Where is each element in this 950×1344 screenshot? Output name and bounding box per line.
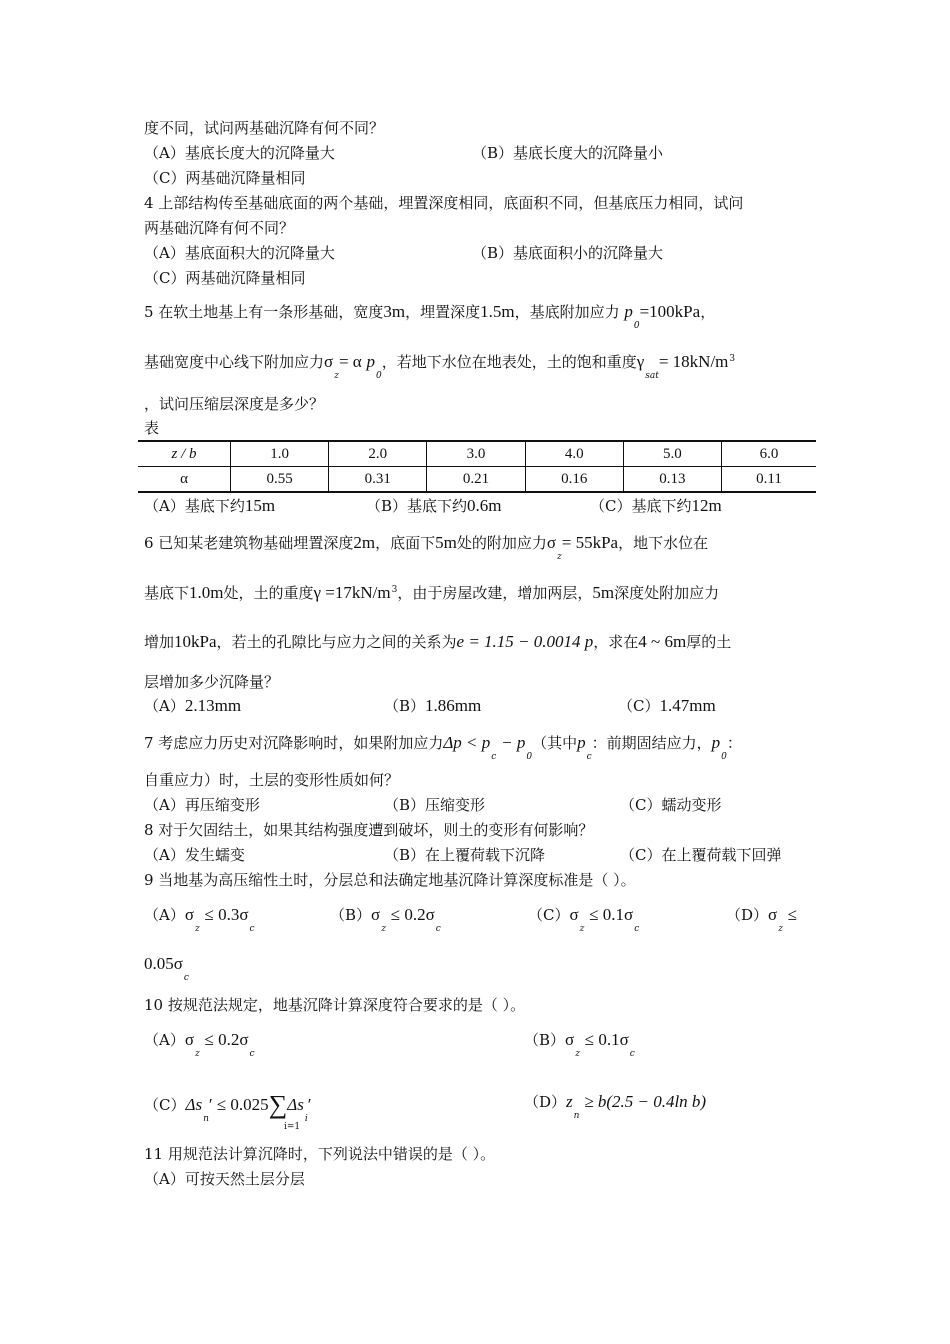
sub-z: z (778, 924, 783, 934)
question-5-line-2 (144, 352, 736, 381)
option-label: （B） (524, 1031, 566, 1049)
option-value: ≤ (787, 905, 798, 924)
option-c (590, 496, 722, 516)
sub-z: z (195, 1049, 200, 1059)
option-value: ≥ b(2.5 − 0.4ln b) (584, 1092, 707, 1111)
q6-gamma: γ =17kN/m (313, 583, 391, 602)
option-value: ≤ 0.1σ (584, 1030, 629, 1049)
option-value: ≤ 0.2σ (390, 905, 435, 924)
option-label: （C） (528, 906, 570, 924)
q6-formula: e = 1.15 − 0.0014 p (456, 632, 594, 651)
option-c: （C）蠕动变形 (620, 796, 722, 814)
option-label: （A）基底下约 (144, 497, 245, 515)
option-c (528, 905, 640, 934)
option-value: ′ ≤ 0.025 (208, 1095, 269, 1114)
sub-0: 0 (375, 371, 382, 381)
option-d (524, 1092, 707, 1121)
option-label: （A） (144, 906, 185, 924)
table-cell: α (138, 467, 231, 493)
table-cell: z / b (138, 441, 231, 467)
gamma: γ (636, 352, 645, 371)
option-value: 1.47mm (659, 696, 716, 715)
question-8: 8 对于欠固结土，如果其结构强度遭到破坏，则土的变形有何影响？ (144, 821, 594, 839)
table-row (138, 467, 816, 493)
q6-text: 厚的土 (686, 633, 732, 651)
sub-z: z (575, 1049, 580, 1059)
option-value: 15m (244, 496, 276, 515)
sub-c: c (435, 924, 441, 934)
table-cell: 5.0 (623, 441, 721, 467)
option-a (144, 696, 241, 716)
option-value: 0.6m (467, 496, 502, 515)
question-6-line-2 (144, 583, 719, 606)
sum-limit: i=1 (284, 1122, 301, 1132)
option-label: （D） (726, 906, 769, 924)
option-label: （D） (524, 1093, 567, 1111)
option-value: ≤ 0.2σ (204, 1030, 249, 1049)
option-value: ≤ 0.3σ (204, 905, 249, 924)
option-label: （B） (330, 906, 372, 924)
q6-text: 基底下 (144, 584, 190, 602)
q6-text: ，地下水位在 (618, 534, 709, 552)
q6-water: 1.0m (189, 583, 224, 602)
option-a: （A）基底面积大的沉降量大 (144, 244, 335, 262)
q6-text: 处，土的重度 (223, 584, 314, 602)
sub-sat: sat (645, 371, 659, 381)
q5-text: 5 在软土地基上有一条形基础，宽度 (144, 303, 384, 321)
q6-text: ，由于房屋改建，增加两层， (397, 584, 593, 602)
q6-depth: 2m (353, 533, 376, 552)
sub-c: c (629, 1049, 635, 1059)
sub-i: i (304, 1114, 308, 1124)
option-a: （A）可按天然土层分层 (144, 1170, 305, 1188)
sum-symbol: ∑ (268, 1090, 288, 1119)
sub-z: z (195, 924, 200, 934)
table-cell: 0.31 (329, 467, 427, 493)
question-9: 9 当地基为高压缩性土时，分层总和法确定地基沉降计算深度标准是（ ）。 (144, 871, 636, 889)
p: p (366, 352, 375, 371)
option-b (524, 1030, 635, 1059)
sub-0: 0 (721, 752, 727, 762)
sigma: σ (569, 905, 579, 924)
q5-text: ，若地下水位在地表处，土的饱和重度 (381, 353, 637, 371)
option-b (330, 905, 441, 934)
option-b: （B）基底长度大的沉降量小 (472, 144, 664, 162)
p: p (711, 733, 721, 752)
sigma: σ (546, 533, 556, 552)
q6-text: 处的附加应力 (456, 534, 547, 552)
option-value: 12m (691, 496, 722, 515)
question-5 (144, 302, 716, 331)
option-d-continued (144, 954, 189, 983)
q6-text: ，底面下 (375, 534, 436, 552)
question-6 (144, 533, 709, 562)
option-a: （A）发生蠕变 (144, 846, 245, 864)
option-value: ≤ 0.1σ (589, 905, 634, 924)
question-6-line-3 (144, 632, 731, 652)
option-c (618, 696, 716, 716)
sub-n: n (573, 1111, 580, 1121)
sigma: σ (184, 1030, 195, 1049)
option-label: （B） (384, 697, 426, 715)
option-b: （B）在上覆荷载下沉降 (384, 846, 546, 864)
q6-text: ，求在 (593, 633, 639, 651)
q6-5m: 5m (592, 583, 615, 602)
sub-z: z (557, 552, 562, 562)
text-line: ，试问压缩层深度是多少？ (144, 395, 325, 413)
q5-text: ，埋置深度 (405, 303, 481, 321)
q7-text: 7 考虑应力历史对沉降影响时，如果附加应力 (144, 734, 444, 752)
q6-text: 深度处附加应力 (614, 584, 720, 602)
q6-text: ，若土的孔隙比与应力之间的关系为 (216, 633, 457, 651)
q5-p: p (624, 302, 633, 321)
table-cell: 0.13 (623, 467, 721, 493)
option-value: 2.13mm (184, 696, 242, 715)
q5-text: ， (700, 303, 716, 321)
sub-c: c (183, 973, 189, 983)
q7-text: （其中 (532, 734, 578, 752)
option-c: （C）两基础沉降量相同 (144, 169, 306, 187)
option-label: （C）基底下约 (590, 497, 692, 515)
sigma: σ (324, 352, 334, 371)
sigma: σ (371, 905, 381, 924)
option-label: （C） (144, 1096, 186, 1114)
text-line: 层增加多少沉降量？ (144, 673, 280, 691)
sub-z: z (579, 924, 585, 934)
gamma-value: = 18kN/m (658, 352, 729, 371)
q5-p-value: =100kPa (639, 302, 701, 321)
table-cell: 0.11 (722, 467, 816, 493)
sub-c: c (634, 924, 640, 934)
sup-3: 3 (391, 585, 398, 595)
sub-0: 0 (526, 752, 533, 762)
text-line: 自重应力）时，土层的变形性质如何？ (144, 771, 400, 789)
formula: = α (338, 352, 362, 371)
sub-n: n (203, 1114, 209, 1124)
q7-formula: − p (501, 733, 526, 752)
option-c: （C）两基础沉降量相同 (144, 269, 306, 287)
option-label: （A） (144, 697, 185, 715)
option-b: （B）压缩变形 (384, 796, 486, 814)
q6-text: 增加 (144, 633, 175, 651)
alpha-table (138, 440, 816, 493)
option-a (144, 1030, 255, 1059)
question-11: 11 用规范法计算沉降时，下列说法中错误的是（ ）。 (144, 1145, 496, 1163)
delta-s: Δs (185, 1095, 203, 1114)
table-label: 表 (144, 419, 160, 437)
q5-p-sub: 0 (633, 321, 640, 331)
prime: ′ (307, 1095, 312, 1114)
option-label: （A） (144, 1031, 185, 1049)
option-label: （C） (618, 697, 660, 715)
option-c (144, 1090, 312, 1124)
option-value: 0.05σ (144, 954, 183, 973)
question-10: 10 按规范法规定，地基沉降计算深度符合要求的是（ ）。 (144, 996, 526, 1014)
table-cell: 2.0 (329, 441, 427, 467)
q5-text: ，基底附加应力 (514, 303, 620, 321)
option-a: （A）再压缩变形 (144, 796, 260, 814)
option-a (144, 496, 275, 516)
question-7 (144, 733, 742, 762)
text-line: 度不同，试问两基础沉降有何不同？ (144, 119, 385, 137)
sub-c: c (586, 752, 592, 762)
sigma: σ (565, 1030, 575, 1049)
question-4: 4 上部结构传至基础底面的两个基础，埋置深度相同，底面积不同，但基底压力相同，试问 (144, 194, 744, 212)
option-b (384, 696, 481, 716)
p: p (577, 733, 586, 752)
q6-5m: 5m (435, 533, 457, 552)
option-a: （A）基底长度大的沉降量大 (144, 144, 335, 162)
option-d (726, 905, 798, 934)
sub-c: c (249, 924, 255, 934)
q6-increase: 10kPa (174, 632, 217, 651)
q5-text: 基础宽度中心线下附加应力 (144, 353, 325, 371)
q6-stress: = 55kPa (561, 533, 619, 552)
table-cell: 6.0 (722, 441, 816, 467)
q5-width: 3m (383, 302, 406, 321)
option-b: （B）基底面积小的沉降量大 (472, 244, 664, 262)
sup-3: 3 (729, 354, 736, 364)
option-label: （B）基底下约 (366, 497, 468, 515)
sub-z: z (334, 371, 339, 381)
table-cell: 1.0 (231, 441, 329, 467)
table-cell: 0.21 (427, 467, 525, 493)
text-line: 两基础沉降有何不同？ (144, 219, 295, 237)
sub-z: z (381, 924, 386, 934)
sub-c: c (491, 752, 497, 762)
delta-s: Δs (287, 1095, 304, 1114)
q7-formula: Δp < p (443, 733, 491, 752)
q6-text: 6 已知某老建筑物基础埋置深度 (144, 534, 354, 552)
sigma: σ (768, 905, 778, 924)
sigma: σ (184, 905, 195, 924)
q7-text: ： (726, 734, 742, 752)
z: z (566, 1092, 573, 1111)
option-b (366, 496, 502, 516)
option-a (144, 905, 255, 934)
table-cell: 4.0 (525, 441, 623, 467)
q5-depth: 1.5m (480, 302, 515, 321)
option-c: （C）在上覆荷载下回弹 (620, 846, 782, 864)
q7-text: ：前期固结应力， (591, 734, 712, 752)
sub-c: c (249, 1049, 255, 1059)
table-cell: 0.16 (525, 467, 623, 493)
table-cell: 0.55 (231, 467, 329, 493)
table-cell: 3.0 (427, 441, 525, 467)
option-value: 1.86mm (425, 696, 482, 715)
q6-range: 4 ~ 6m (638, 632, 687, 651)
table-row (138, 441, 816, 467)
